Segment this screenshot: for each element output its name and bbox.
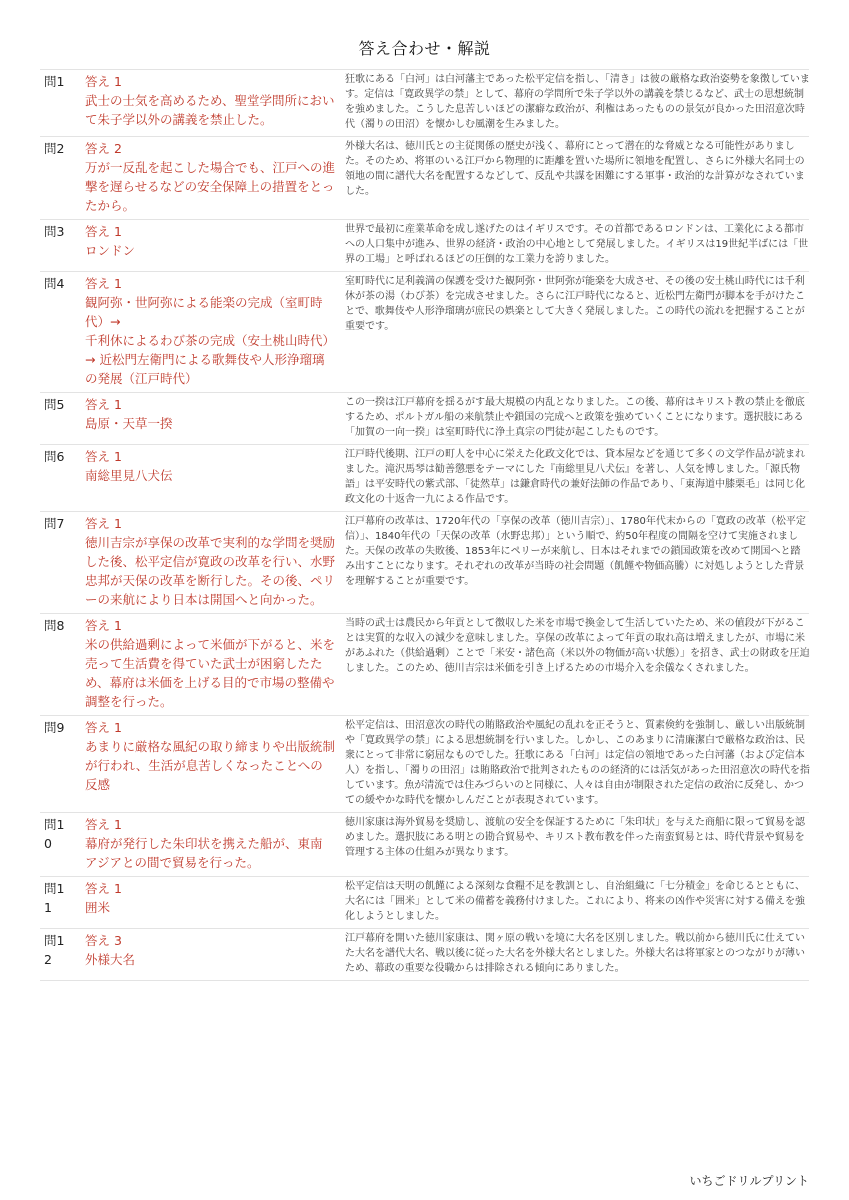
explanation-text: 当時の武士は農民から年貢として徴収した米を市場で換金して生活していたため、米の値段が下がることは実質的な収入の減少を意味しました。享保の改革によって年貢の取れ高は増えましたが、市場に米があふれた（供給過剰）ことで「米安・諸色高（米以外の物価が高い状態）」を招き、武士の財政を圧迫しました。このため、徳川吉宗は米価を引き上げるための市場介入を余儀なくされました。 (345, 618, 810, 674)
question-number: 問7 (44, 516, 65, 531)
answer-cell (85, 222, 335, 267)
answer-text: 米の供給過剰によって米価が下がると、米を売って生活費を得ていた武士が困窮したため、幕府は米価を上げる目的で市場の整備や調整を行った。 (85, 637, 336, 709)
answer-row (40, 272, 809, 393)
answer-choice: 答え 1 (85, 720, 122, 735)
answer-choice: 答え 1 (85, 817, 122, 832)
answer-row (40, 393, 809, 445)
answer-choice: 答え 2 (85, 141, 122, 156)
answer-row (40, 813, 809, 877)
question-number: 問6 (44, 449, 65, 464)
answer-cell (85, 395, 335, 440)
page-title: 答え合わせ・解説 (358, 39, 491, 58)
answer-row (40, 137, 809, 220)
answer-cell (85, 815, 335, 872)
explanation-text: 室町時代に足利義満の保護を受けた観阿弥・世阿弥が能楽を大成させ、その後の安土桃山時代には千利休が茶の湯（わび茶）を完成させました。さらに江戸時代になると、近松門左衛門が脚本を手がけたことで、歌舞伎や人形浄瑠璃が庶民の娯楽として大きく発展しました。この時代の流れを把握することが重要です。 (345, 276, 805, 332)
answer-cell (85, 139, 335, 215)
answer-text: 南総里見八犬伝 (85, 468, 173, 483)
answer-row (40, 220, 809, 272)
question-number: 問12 (44, 933, 65, 967)
answer-cell (85, 514, 335, 609)
explanation-text: 松平定信は天明の飢饉による深刻な食糧不足を教訓とし、自治組織に「七分積金」を命じるとともに、大名には「囲米」として米の備蓄を義務付けました。これにより、将来の凶作や災害に対する備えを強化しようとしました。 (345, 881, 805, 922)
answer-choice: 答え 1 (85, 516, 122, 531)
answer-text: 外様大名 (85, 952, 136, 967)
answer-cell (85, 879, 335, 924)
answer-text: 万が一反乱を起こした場合でも、江戸への進撃を遅らせるなどの安全保障上の措置をとったから。 (85, 160, 336, 213)
question-number: 問5 (44, 397, 65, 412)
explanation-text: この一揆は江戸幕府を揺るがす最大規模の内乱となりました。この後、幕府はキリスト教の禁止を徹底するため、ポルトガル船の来航禁止や鎖国の完成へと政策を強めていくことになります。選択肢にある「加賀の一向一揆」は室町時代に浄土真宗の門徒が起こしたものです。 (345, 397, 805, 438)
answer-row (40, 877, 809, 929)
explanation-text: 世界で最初に産業革命を成し遂げたのはイギリスです。その首都であるロンドンは、工業化による都市への人口集中が進み、世界の経済・政治の中心地として発展しました。イギリスは19世紀半ばには「世界の工場」と呼ばれるほどの圧倒的な工業力を誇りました。 (345, 224, 809, 265)
explanation-text: 外様大名は、徳川氏との主従関係の歴史が浅く、幕府にとって潜在的な脅威となる可能性がありました。そのため、将軍のいる江戸から物理的に距離を置いた場所に領地を配置し、さらに外様大名同士の領地の間に譜代大名を配置するなどして、反乱や共謀を困難にする軍事・政治的な計算がなされていました。 (345, 141, 805, 197)
answer-choice: 答え 1 (85, 224, 122, 239)
answer-text: 島原・天草一揆 (85, 416, 173, 431)
answer-cell (85, 718, 335, 808)
answer-row (40, 716, 809, 813)
question-number: 問3 (44, 224, 65, 239)
answer-row (40, 445, 809, 512)
question-number: 問9 (44, 720, 65, 735)
explanation-text: 松平定信は、田沼意次の時代の賄賂政治や風紀の乱れを正そうと、質素倹約を強制し、厳しい出版統制や「寛政異学の禁」による思想統制を行いました。しかし、このあまりに清廉潔白で厳格な政治は、民衆にとって非常に窮屈なものでした。狂歌にある「白河」は定信の領地であった白河藩（および定信本人）を指し、「濁りの田沼」は賄賂政治で批判されたものの経済的には活気があった田沼意次の時代を指しています。魚が清流では住みづらいのと同様に、人々は自由が制限された定信の政治に反発し、かつての緩やかな時代を懐かしんだことが表現されています。 (345, 720, 810, 806)
explanation-text: 徳川家康は海外貿易を奨励し、渡航の安全を保証するために「朱印状」を与えた商船に限って貿易を認めました。選択肢にある明との勘合貿易や、キリスト教布教を伴った南蛮貿易とは、時代背景や貿易を管理する主体の仕組みが異なります。 (345, 817, 805, 858)
explanation-text: 江戸幕府の改革は、1720年代の「享保の改革（徳川吉宗）」、1780年代末からの「寛政の改革（松平定信）」、1840年代の「天保の改革（水野忠邦）」という順で、約50年程度の間隔を空けて実施されました。天保の改革の失敗後、1853年にペリーが来航し、日本はそれまでの鎖国政策を改めて開国へと踏み出すことになります。それぞれの改革が当時の社会問題（飢饉や物価高騰）に対処しようとした背景を理解することが重要です。 (345, 516, 806, 587)
answer-cell (85, 931, 335, 976)
explanation-text: 江戸時代後期、江戸の町人を中心に栄えた化政文化では、貸本屋などを通じて多くの文学作品が読まれました。滝沢馬琴は勧善懲悪をテーマにした『南総里見八犬伝』を著し、人気を博しました。「源氏物語」は平安時代の紫式部、「徒然草」は鎌倉時代の兼好法師の作品であり、「東海道中膝栗毛」は同じ化政文化の十返舎一九による作品です。 (345, 449, 805, 505)
answer-choice: 答え 1 (85, 449, 122, 464)
question-number: 問11 (44, 881, 65, 915)
answer-text: 徳川吉宗が享保の改革で実利的な学問を奨励した後、松平定信が寛政の改革を行い、水野忠邦が天保の改革を断行した。その後、ペリーの来航により日本は開国へと向かった。 (85, 535, 336, 607)
answer-text: あまりに厳格な風紀の取り締まりや出版統制が行われ、生活が息苦しくなったことへの反感 (85, 739, 336, 792)
answer-choice: 答え 1 (85, 74, 122, 89)
answer-cell (85, 274, 335, 388)
question-number: 問10 (44, 817, 65, 851)
answer-row (40, 929, 809, 981)
answer-text: 囲米 (85, 900, 111, 915)
footer-credit: いちごドリルプリント (689, 1174, 809, 1188)
question-number: 問8 (44, 618, 65, 633)
explanation-text: 江戸幕府を開いた徳川家康は、関ヶ原の戦いを境に大名を区別しました。戦以前から徳川氏に仕えていた大名を譜代大名、戦以後に従った大名を外様大名としました。外様大名は将軍家とのつながりが薄いため、幕政の重要な役職からは排除される傾向にありました。 (345, 933, 805, 974)
question-number: 問1 (44, 74, 65, 89)
answer-choice: 答え 3 (85, 933, 122, 948)
explanation-text: 狂歌にある「白河」は白河藩主であった松平定信を指し、「清き」は彼の厳格な政治姿勢を象徴しています。定信は「寛政異学の禁」として、幕府の学問所で朱子学以外の講義を禁じるなど、武士の思想統制を強めました。こうした息苦しいほどの潔癖な政治が、利権はあったものの景気が良かった田沼意次時代（濁りの田沼）を懐かしむ風潮を生みました。 (345, 74, 810, 130)
answer-choice: 答え 1 (85, 276, 122, 291)
question-number: 問4 (44, 276, 65, 291)
answer-choice: 答え 1 (85, 618, 122, 633)
answer-choice: 答え 1 (85, 881, 122, 896)
answer-text: 武士の士気を高めるため、聖堂学問所において朱子学以外の講義を禁止した。 (85, 93, 335, 127)
answer-choice: 答え 1 (85, 397, 122, 412)
answer-text: 観阿弥・世阿弥による能楽の完成（室町時代）→ 千利休によるわび茶の完成（安土桃山時代）→ 近松門左衛門による歌舞伎や人形浄瑠璃の発展（江戸時代） (85, 295, 336, 386)
answer-table (40, 69, 809, 981)
answer-row (40, 512, 809, 614)
answer-cell (85, 447, 335, 507)
answer-row (40, 70, 809, 137)
answer-text: 幕府が発行した朱印状を携えた船が、東南アジアとの間で貿易を行った。 (85, 836, 323, 870)
answer-row (40, 614, 809, 716)
question-number: 問2 (44, 141, 65, 156)
answer-cell (85, 72, 335, 132)
answer-cell (85, 616, 335, 711)
answer-text: ロンドン (85, 243, 136, 258)
